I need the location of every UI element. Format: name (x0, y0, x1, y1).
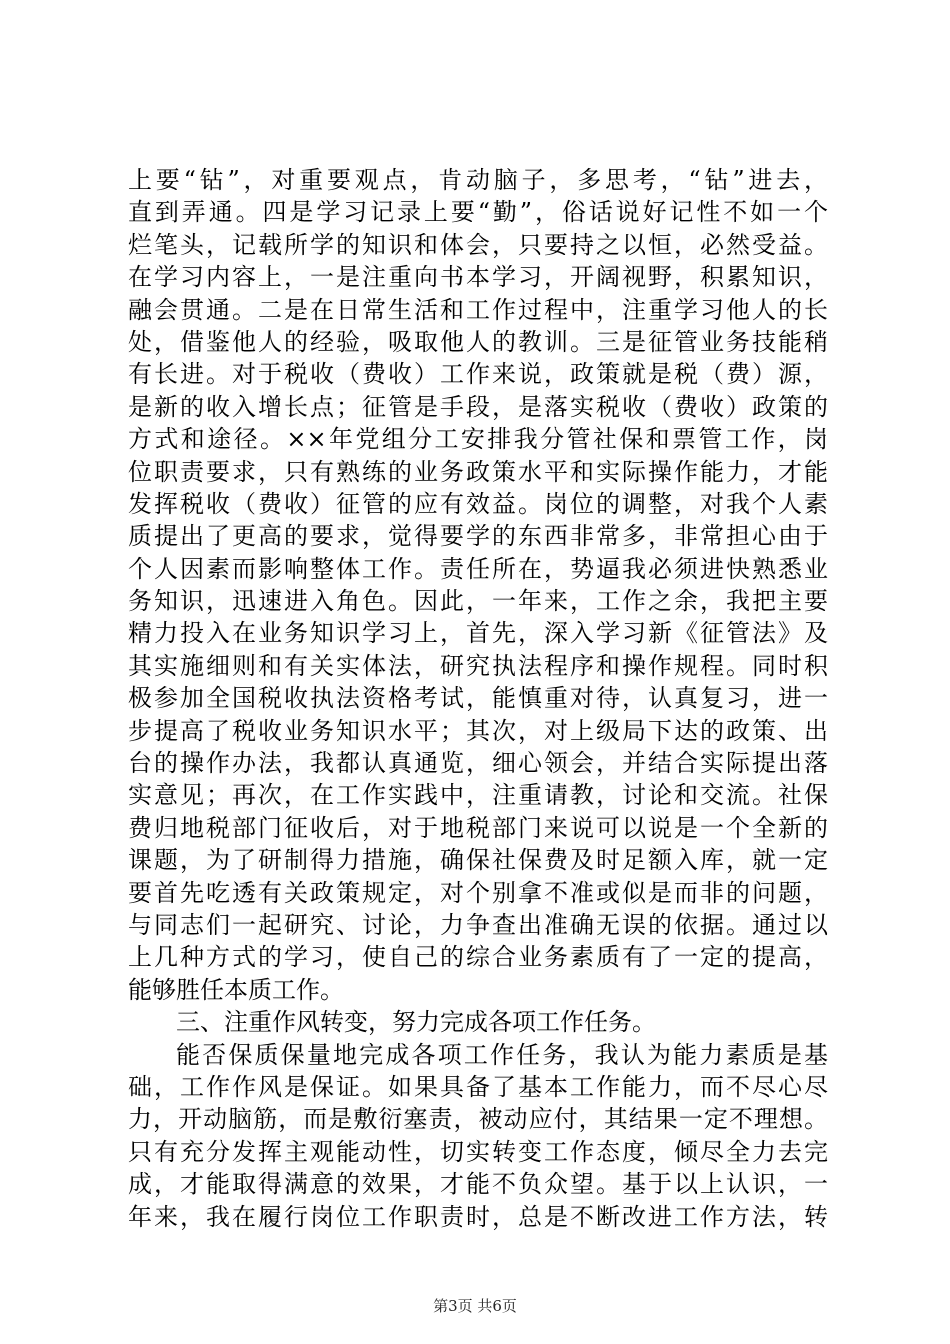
text-line: 个人因素而影响整体工作。责任所在，势逼我必须进快熟悉业 (128, 554, 828, 583)
text-line: 课题，为了研制得力措施，确保社保费及时足额入库，就一定 (128, 846, 828, 875)
text-line: 处，借鉴他人的经验，吸取他人的教训。三是征管业务技能稍 (128, 327, 828, 356)
page-number-footer: 第3页 共6页 (433, 1297, 517, 1315)
text-line: 费归地税部门征收后，对于地税部门来说可以说是一个全新的 (128, 813, 828, 842)
text-line: 务知识，迅速进入角色。因此，一年来，工作之余，我把主要 (128, 587, 828, 616)
text-line: 能否保质保量地完成各项工作任务，我认为能力素质是基 (176, 1040, 828, 1069)
text-line: 实意见；再次，在工作实践中，注重请教，讨论和交流。社保 (128, 781, 828, 810)
text-line: 融会贯通。二是在日常生活和工作过程中，注重学习他人的长 (128, 295, 828, 324)
text-line: 成，才能取得满意的效果，才能不负众望。基于以上认识，一 (128, 1170, 828, 1199)
text-line: 上几种方式的学习，使自己的综合业务素质有了一定的提高， (128, 943, 828, 972)
text-line: 能够胜任本质工作。 (128, 975, 344, 1004)
text-line: 精力投入在业务知识学习上，首先，深入学习新《征管法》及 (128, 619, 828, 648)
text-line: 其实施细则和有关实体法，研究执法程序和操作规程。同时积 (128, 651, 828, 680)
text-line: 台的操作办法，我都认真通览，细心领会，并结合实际提出落 (128, 749, 828, 778)
text-line: 年来，我在履行岗位工作职责时，总是不断改进工作方法，转 (128, 1202, 828, 1231)
section-heading: 三、注重作风转变，努力完成各项工作任务。 (176, 1008, 656, 1037)
text-line: 方式和途径。××年党组分工安排我分管社保和票管工作，岗 (128, 425, 828, 454)
text-line: 烂笔头，记载所学的知识和体会，只要持之以恒，必然受益。 (128, 230, 828, 259)
text-line: 极参加全国税收执法资格考试，能慎重对待，认真复习，进一 (128, 684, 828, 713)
text-line: 位职责要求，只有熟练的业务政策水平和实际操作能力，才能 (128, 457, 828, 486)
text-line: 只有充分发挥主观能动性，切实转变工作态度，倾尽全力去完 (128, 1137, 828, 1166)
text-line: 发挥税收（费收）征管的应有效益。岗位的调整，对我个人素 (128, 489, 828, 518)
text-line: 础，工作作风是保证。如果具备了基本工作能力，而不尽心尽 (128, 1072, 828, 1101)
text-line: 直到弄通。四是学习记录上要“勤”，俗话说好记性不如一个 (128, 198, 828, 227)
text-line: 上要“钻”，对重要观点，肯动脑子，多思考，“钻”进去， (128, 166, 828, 194)
text-line: 步提高了税收业务知识水平；其次，对上级局下达的政策、出 (128, 716, 828, 745)
text-line: 在学习内容上，一是注重向书本学习，开阔视野，积累知识， (128, 263, 828, 292)
document-body (128, 164, 828, 1233)
text-line: 力，开动脑筋，而是敷衍塞责，被动应付，其结果一定不理想。 (128, 1105, 828, 1134)
text-line: 有长进。对于税收（费收）工作来说，政策就是税（费）源， (128, 360, 828, 389)
text-line: 要首先吃透有关政策规定，对个别拿不准或似是而非的问题， (128, 878, 828, 907)
text-line: 是新的收入增长点；征管是手段，是落实税收（费收）政策的 (128, 392, 828, 421)
text-line: 与同志们一起研究、讨论，力争查出准确无误的依据。通过以 (128, 910, 828, 939)
text-line: 质提出了更高的要求，觉得要学的东西非常多，非常担心由于 (128, 522, 828, 551)
